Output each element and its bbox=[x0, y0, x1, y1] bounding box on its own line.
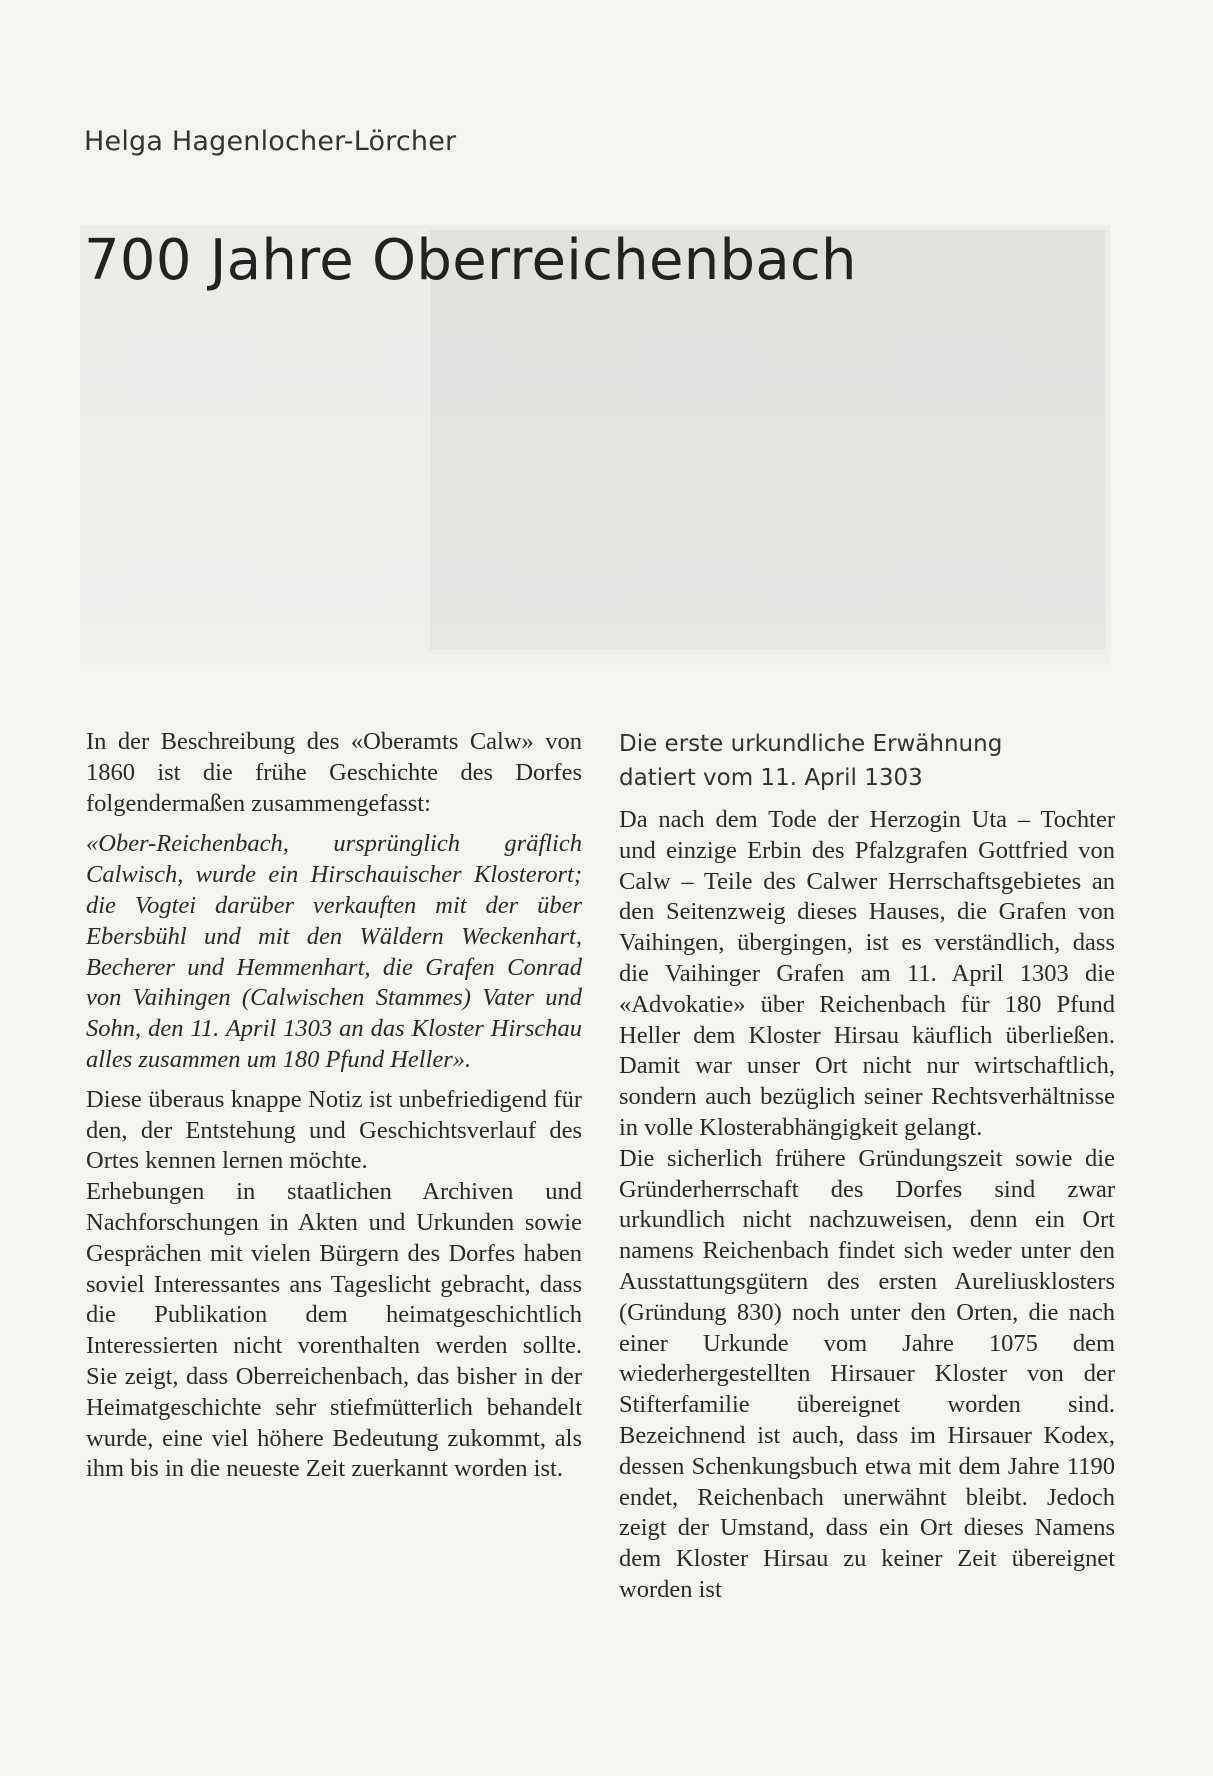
body-paragraph: Da nach dem Tode der Herzogin Uta – Tochter und einzige Erbin des Pfalzgrafen Gottfried von Calw – Teile des Calwer Herrschaftsgebietes an den Seitenzweig dieses Hauses, die Grafen von Vaihingen, übergingen, ist es verständlich, dass die Vaihinger Grafen am 11. April 1303 die «Advokatie» über Reichenbach für 180 Pfund Heller dem Kloster Hirsau käuflich überließen. Damit war unser Ort nicht nur wirtschaftlich, sondern auch bezüglich seiner Rechtsverhältnisse in volle Klosterabhängigkeit gelangt. bbox=[619, 806, 1115, 1141]
subheading-line: datiert vom 11. April 1303 bbox=[619, 765, 923, 791]
left-column bbox=[86, 727, 582, 1485]
section-subheading bbox=[619, 727, 1115, 795]
body-paragraph: Erhebungen in staatlichen Archiven und Nachforschungen in Akten und Urkunden sowie Gesprächen mit vielen Bürgern des Dorfes haben soviel Interessantes ans Tageslicht gebracht, dass die Publikation dem heimatgeschichtlich Interessierten nicht vorenthalten werden sollte. Sie zeigt, dass Oberreichenbach, das bisher in der Heimatgeschichte sehr stiefmütterlich behandelt wurde, eine viel höhere Bedeutung zukommt, als ihm bis in die neueste Zeit zuerkannt worden ist. bbox=[86, 1178, 582, 1483]
article-title: 700 Jahre Oberreichenbach bbox=[84, 228, 857, 293]
body-paragraph: Diese überaus knappe Notiz ist unbefriedigend für den, der Entstehung und Geschichtsverlauf des Ortes kennen lernen möchte. bbox=[86, 1085, 582, 1175]
show-through-photo bbox=[430, 230, 1105, 650]
intro-paragraph: In der Beschreibung des «Oberamts Calw» von 1860 ist die frühe Geschichte des Dorfes folgendermaßen zusammengefasst: bbox=[86, 728, 582, 817]
subheading-line: Die erste urkundliche Erwähnung bbox=[619, 731, 1003, 757]
body-paragraph: Die sicherlich frühere Gründungszeit sowie die Gründerherrschaft des Dorfes sind zwar urkundlich nicht nachzuweisen, denn ein Ort namens Reichenbach findet sich weder unter den Ausstattungsgütern des ersten Aureliusklosters (Gründung 830) noch unter den Orten, die nach einer Urkunde vom Jahre 1075 dem wiederhergestellten Hirsauer Kloster von der Stifterfamilie übereignet worden sind. Bezeichnend ist auch, dass im Hirsauer Kodex, dessen Schenkungsbuch etwa mit dem Jahre 1190 endet, Reichenbach unerwähnt bleibt. Jedoch zeigt der Umstand, dass ein Ort dieses Namens dem Kloster Hirsau zu keiner Zeit übereignet worden ist bbox=[619, 1144, 1115, 1603]
right-column bbox=[619, 727, 1115, 1606]
historical-quote: «Ober-Reichenbach, ursprünglich gräflich Calwisch, wurde ein Hirschauischer Klosterort; die Vogtei darüber verkauften mit der über Ebersbühl und mit den Wäldern Weckenhart, Becherer und Hemmenhart, die Grafen Conrad von Vaihingen (Calwischen Stammes) Vater und Sohn, den 11. April 1303 an das Kloster Hirschau alles zusammen um 180 Pfund Heller». bbox=[86, 830, 582, 1073]
author-name: Helga Hagenlocher-Lörcher bbox=[84, 126, 457, 157]
